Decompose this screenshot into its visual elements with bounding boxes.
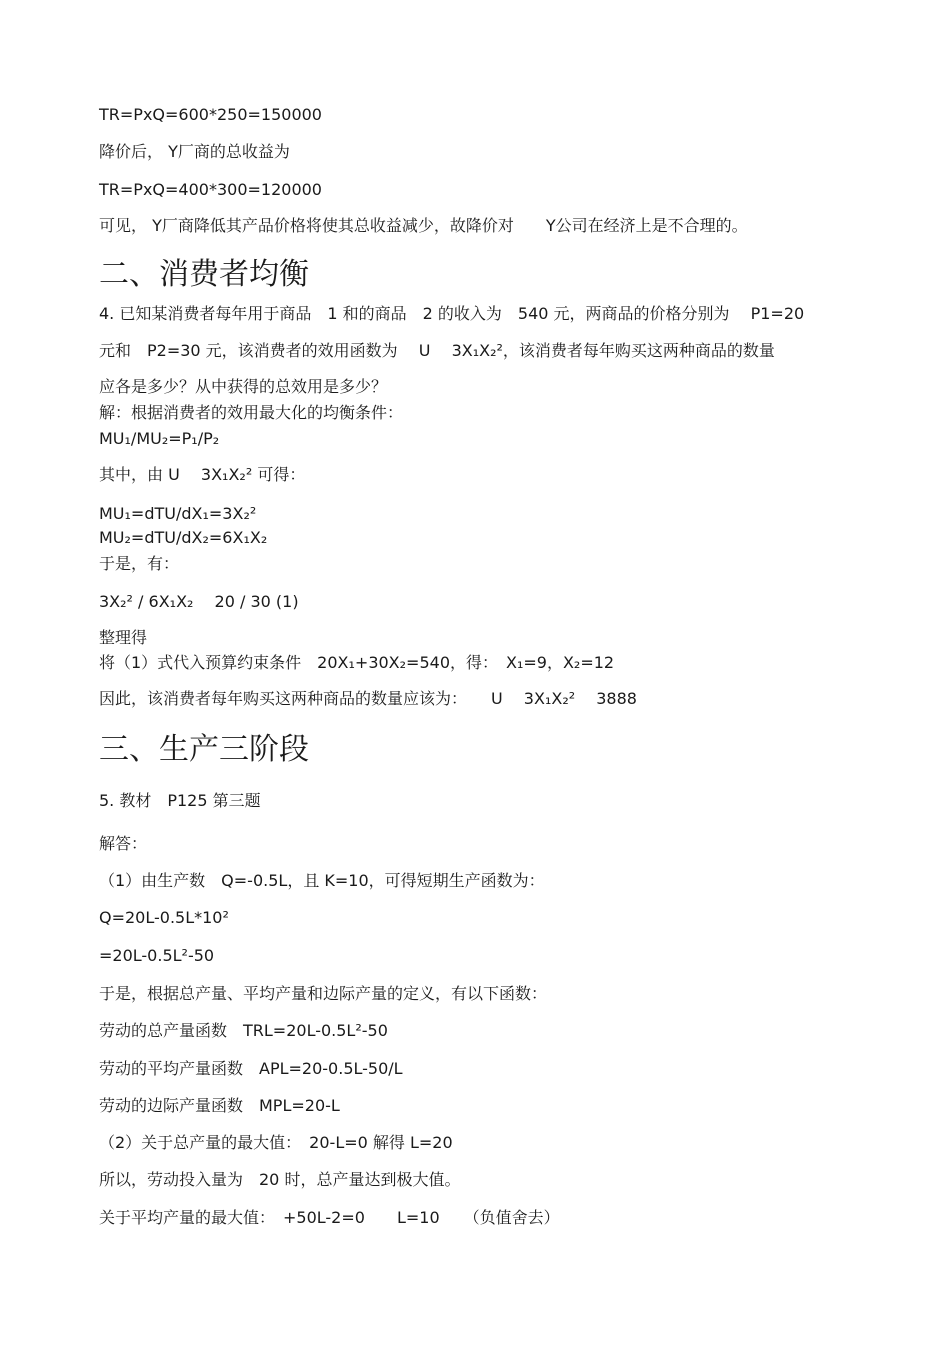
text-line: 于是，根据总产量、平均产量和边际产量的定义，有以下函数： — [99, 984, 548, 1003]
text-line: （1）由生产数 Q=-0.5L，且 K=10，可得短期生产函数为： — [99, 871, 545, 890]
text-line: 4. 已知某消费者每年用于商品 1 和的商品 2 的收入为 540 元，两商品的价格分别为 P1=20 — [99, 304, 805, 323]
section-heading: 三、生产三阶段 — [99, 732, 309, 767]
text-line: 将（1）式代入预算约束条件 20X₁+30X₂=540，得： X₁=9，X₂=12 — [99, 653, 615, 672]
text-line: （2）关于总产量的最大值： 20-L=0 解得 L=20 — [99, 1133, 453, 1152]
text-line: 关于平均产量的最大值： +50L-2=0 L=10 （负值舍去） — [99, 1208, 560, 1227]
text-line: MU₁=dTU/dX₁=3X₂² — [99, 504, 257, 523]
text-line: 所以，劳动投入量为 20 时，总产量达到极大值。 — [99, 1170, 461, 1189]
text-line: TR=PxQ=400*300=120000 — [99, 180, 322, 199]
text-line: Q=20L-0.5L*10² — [99, 908, 229, 927]
text-line: 劳动的平均产量函数 APL=20-0.5L-50/L — [99, 1059, 403, 1078]
text-line: 3X₂² / 6X₁X₂ 20 / 30 (1) — [99, 592, 299, 611]
text-line: 应各是多少？从中获得的总效用是多少？ — [99, 377, 388, 396]
text-line: 解：根据消费者的效用最大化的均衡条件： — [99, 403, 404, 422]
text-line: 降价后， Y厂商的总收益为 — [99, 142, 290, 161]
text-line: MU₂=dTU/dX₂=6X₁X₂ — [99, 528, 268, 547]
text-line: 其中，由 U 3X₁X₂² 可得： — [99, 465, 306, 484]
section-heading: 二、消费者均衡 — [99, 257, 309, 292]
text-line: 元和 P2=30 元，该消费者的效用函数为 U 3X₁X₂²，该消费者每年购买这两种商品的数量 — [99, 341, 775, 360]
text-line: 劳动的总产量函数 TRL=20L-0.5L²-50 — [99, 1021, 388, 1040]
text-line: =20L-0.5L²-50 — [99, 946, 215, 965]
text-line: 5. 教材 P125 第三题 — [99, 791, 261, 810]
text-line: MU₁/MU₂=P₁/P₂ — [99, 429, 220, 448]
text-line: 劳动的边际产量函数 MPL=20-L — [99, 1096, 340, 1115]
text-line: 可见， Y厂商降低其产品价格将使其总收益减少，故降价对 Y公司在经济上是不合理的。 — [99, 216, 748, 235]
text-line: 于是，有： — [99, 554, 180, 573]
text-line: TR=PxQ=600*250=150000 — [99, 105, 322, 124]
text-line: 解答： — [99, 834, 148, 853]
text-line: 因此，该消费者每年购买这两种商品的数量应该为： U 3X₁X₂² 3888 — [99, 689, 637, 708]
text-line: 整理得 — [99, 628, 148, 647]
